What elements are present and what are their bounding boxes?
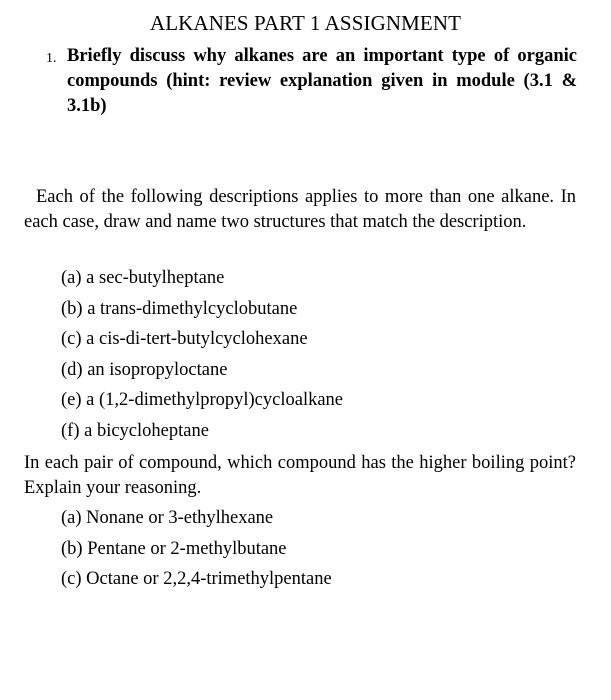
question-2-intro: Each of the following descriptions applies to more than one alkane. In each case, draw and name two structures that match the description. (24, 187, 576, 232)
list-item: (c) Octane or 2,2,4-trimethylpentane (61, 569, 332, 589)
list-item: (a) Nonane or 3-ethylhexane (61, 508, 274, 528)
question-3-intro: In each pair of compound, which compound has the higher boiling point? Explain your reasoning. (24, 453, 576, 498)
page-title: ALKANES PART 1 ASSIGNMENT (149, 11, 462, 35)
list-item: (c) a cis-di-tert-butylcyclohexane (61, 329, 308, 349)
question-3-list (61, 503, 332, 595)
list-item: (b) a trans-dimethylcyclobutane (61, 298, 298, 319)
question-2-list (61, 263, 343, 446)
list-item: (f) a bicycloheptane (61, 420, 209, 441)
list-item: (d) an isopropyloctane (61, 359, 228, 380)
question-1-text: Briefly discuss why alkanes are an important type of organic compounds (hint: review explanation given in module (3.1 & 3.1b) (67, 46, 577, 116)
list-item: (a) a sec-butylheptane (61, 268, 225, 288)
list-item: (e) a (1,2-dimethylpropyl)cycloalkane (61, 390, 344, 410)
list-item: (b) Pentane or 2-methylbutane (61, 538, 287, 559)
question-1-number: 1. (46, 51, 57, 66)
